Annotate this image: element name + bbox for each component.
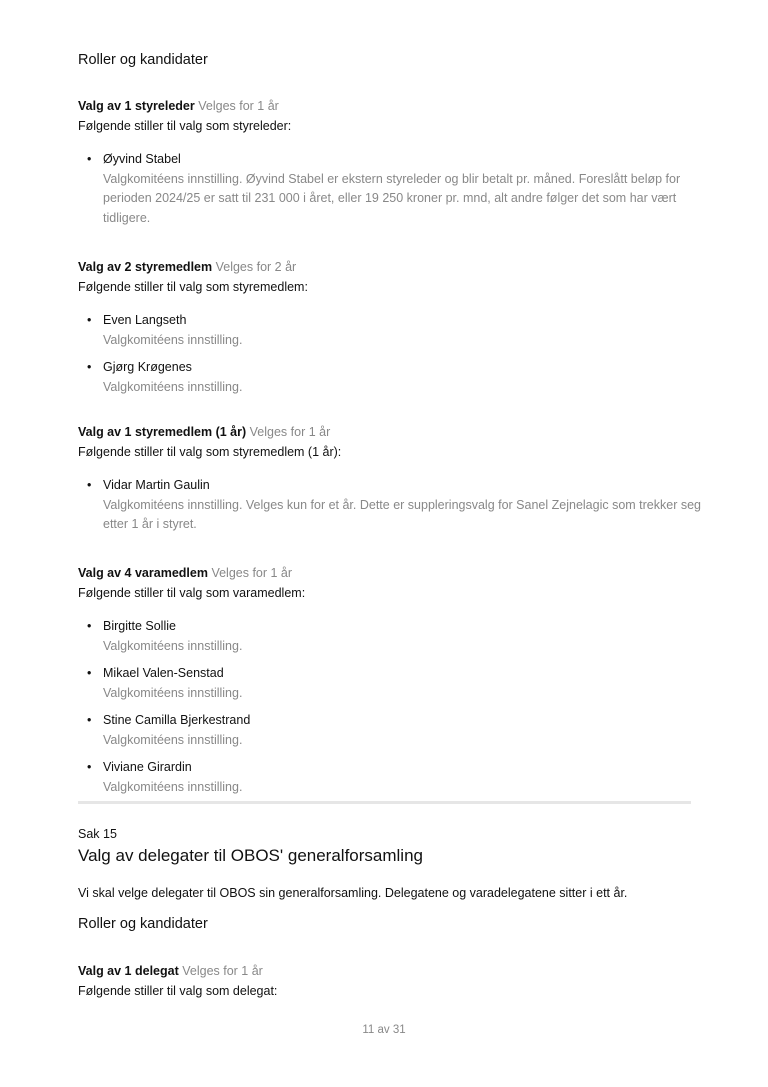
candidate-name: Viviane Girardin [103,760,192,774]
candidate-name: Vidar Martin Gaulin [103,478,210,492]
candidate-name: Even Langseth [103,313,187,327]
bullet-icon: • [87,152,92,166]
candidate-note: Valgkomitéens innstilling. [103,685,243,700]
election-intro: Følgende stiller til valg som varamedlem: [78,586,306,600]
election-role: Valg av 1 styreleder [78,99,195,113]
candidate-item [78,711,708,750]
election-term: Velges for 1 år [198,99,279,113]
section-heading: Roller og kandidater [78,52,208,68]
election-group-title [78,423,708,443]
bullet-icon: • [87,478,92,492]
candidate-item [78,664,708,703]
candidate-note: Valgkomitéens innstilling. [103,332,243,347]
candidate-name: Øyvind Stabel [103,152,181,166]
election-intro: Følgende stiller til valg som delegat: [78,984,278,998]
candidate-note: Valgkomitéens innstilling. [103,779,243,794]
page-indicator: 11 av 31 [362,1024,406,1036]
candidate-item [78,617,708,656]
election-term: Velges for 2 år [215,260,297,274]
election-group-delegat [78,962,708,1002]
case-title: Valg av delegater til OBOS' generalforsamling [78,846,423,865]
election-role: Valg av 4 varamedlem [78,566,208,580]
bullet-icon: • [87,713,92,727]
election-intro: Følgende stiller til valg som styreleder: [78,119,292,133]
candidate-name: Mikael Valen-Senstad [103,666,224,680]
election-role: Valg av 2 styremedlem [78,260,213,274]
section-divider [78,801,691,804]
election-term: Velges for 1 år [182,964,263,978]
candidate-list [78,311,708,397]
candidate-note: Valgkomitéens innstilling. [103,732,243,747]
candidate-note: Valgkomitéens innstilling. [103,379,243,394]
candidate-name: Birgitte Sollie [103,619,176,633]
candidate-list [78,150,708,228]
election-term: Velges for 1 år [249,425,331,439]
candidate-note: Valgkomitéens innstilling. [103,638,243,653]
case-number: Sak 15 [78,827,117,841]
candidate-list [78,476,708,535]
election-group-title [78,962,708,982]
election-group-styreleder [78,97,708,236]
candidate-item [78,476,708,535]
candidate-item [78,150,708,228]
election-group-styremedlem [78,258,708,405]
bullet-icon: • [87,760,92,774]
case-intro: Vi skal velge delegater til OBOS sin generalforsamling. Delegatene og varadelegatene sitter i ett år. [78,886,628,900]
election-intro: Følgende stiller til valg som styremedlem: [78,280,308,294]
election-group-styremedlem-1-ar [78,423,708,543]
candidate-item [78,758,708,797]
bullet-icon: • [87,619,92,633]
candidate-name: Gjørg Krøgenes [103,360,192,374]
election-group-title [78,564,708,584]
election-group-title [78,97,708,117]
election-group-title [78,258,708,278]
election-role: Valg av 1 delegat [78,964,179,978]
bullet-icon: • [87,666,92,680]
election-term: Velges for 1 år [211,566,293,580]
election-intro: Følgende stiller til valg som styremedlem (1 år): [78,445,342,459]
section-heading: Roller og kandidater [78,916,208,932]
bullet-icon: • [87,360,92,374]
candidate-item [78,311,708,350]
candidate-name: Stine Camilla Bjerkestrand [103,713,251,727]
election-role: Valg av 1 styremedlem (1 år) [78,425,247,439]
candidate-list [78,617,708,797]
bullet-icon: • [87,313,92,327]
candidate-note: Valgkomitéens innstilling. Velges kun for et år. Dette er suppleringsvalg for Sanel Zejnelagic som trekker seg etter 1 år i styret. [103,497,701,531]
candidate-note: Valgkomitéens innstilling. Øyvind Stabel er ekstern styreleder og blir betalt pr. måned. Foreslått beløp for perioden 2024/25 er satt til 231 000 i året, eller 19 250 kroner pr. mnd, alt andre følger det som har vært tidligere. [103,171,681,225]
election-group-varamedlem [78,564,708,805]
candidate-item [78,358,708,397]
